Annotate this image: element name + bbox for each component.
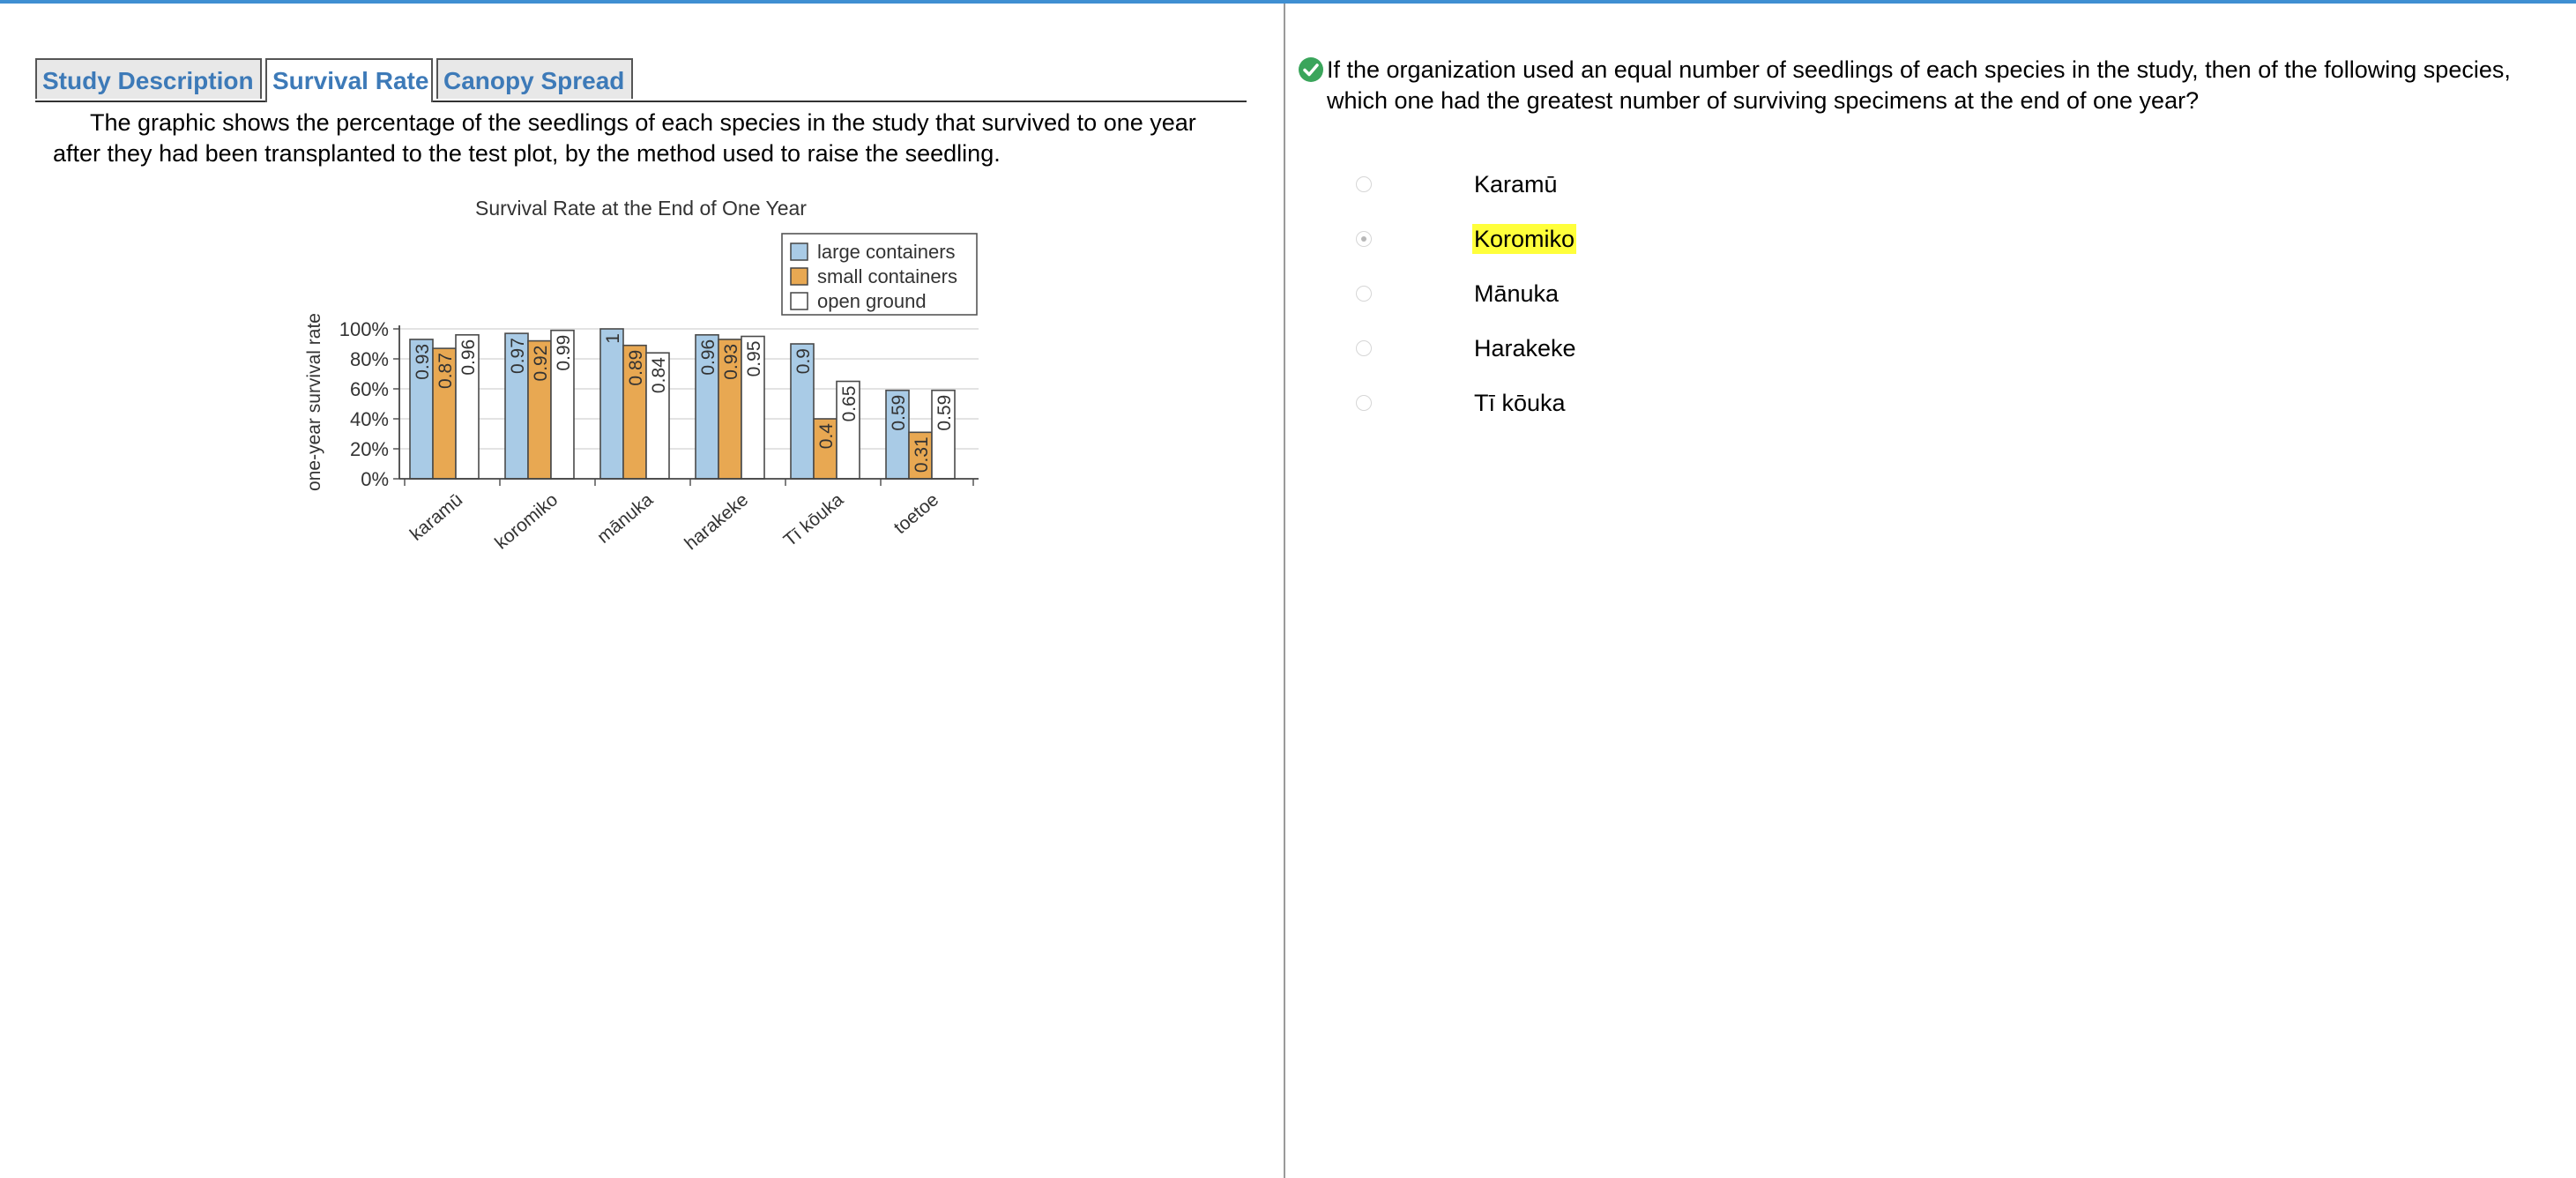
chart-y-tick-label: 80% — [349, 348, 389, 370]
chart-title: Survival Rate at the End of One Year — [475, 197, 807, 220]
chart-data-label: 0.87 — [436, 353, 456, 389]
chart-data-label: 0.93 — [721, 343, 741, 380]
chart-data-label: 0.59 — [934, 394, 955, 431]
answer-option-ti-kouka[interactable] — [1356, 386, 1709, 421]
survival-rate-chart — [300, 189, 1005, 568]
chart-x-tick-label: toetoe — [890, 489, 943, 539]
chart-y-axis-label: one-year survival rate — [304, 313, 324, 491]
radio-button-selected[interactable] — [1356, 231, 1372, 247]
chart-data-label: 0.95 — [744, 340, 764, 377]
chart-y-tick-label: 100% — [339, 318, 389, 340]
chart-y-tick-label: 20% — [349, 438, 389, 460]
chart-data-label: 0.92 — [531, 345, 551, 382]
chart-x-tick-label: koromiko — [491, 489, 562, 554]
answer-label: Harakeke — [1474, 335, 1576, 362]
radio-button[interactable] — [1356, 340, 1372, 356]
tab-strip — [35, 55, 1247, 102]
chart-bar — [600, 329, 623, 479]
answer-label: Tī kōuka — [1474, 390, 1566, 416]
chart-data-label: 0.97 — [508, 338, 528, 374]
chart-legend-label: large containers — [817, 241, 956, 263]
chart-data-label: 0.65 — [839, 385, 860, 422]
chart-data-label: 0.31 — [912, 436, 932, 473]
answer-option-koromiko[interactable] — [1356, 222, 1709, 257]
chart-legend-swatch — [791, 293, 808, 309]
tab-canopy-spread[interactable]: Canopy Spread — [436, 58, 633, 99]
tab-study-description[interactable]: Study Description — [35, 58, 262, 99]
question-pane — [1285, 4, 2576, 1178]
chart-data-label: 0.89 — [626, 349, 646, 386]
question-stem: If the organization used an equal number of seedlings of each species in the study, then of the following species, which one had the greatest number of surviving specimens at the end of one year? — [1327, 56, 2511, 114]
passage-text: The graphic shows the percentage of the seedlings of each species in the study that survived to one year after they had been transplanted to the test plot, by the method used to raise the seedling. — [53, 109, 1196, 167]
chart-bars — [410, 329, 955, 479]
chart-legend-label: open ground — [817, 290, 927, 312]
chart-data-label: 1 — [603, 333, 623, 344]
answer-option-manuka[interactable] — [1356, 277, 1709, 312]
answer-label-highlighted: Koromiko — [1474, 226, 1575, 252]
chart-y-tick-label: 60% — [349, 378, 389, 400]
chart-data-label: 0.59 — [889, 394, 909, 431]
chart-data-label: 0.4 — [816, 423, 837, 450]
tab-survival-rate[interactable]: Survival Rate — [265, 58, 433, 102]
chart-data-label: 0.93 — [413, 343, 433, 380]
check-circle-icon — [1298, 56, 1324, 83]
chart-y-tick-label: 40% — [349, 408, 389, 430]
chart-data-label: 0.96 — [458, 339, 479, 376]
chart-legend-swatch — [791, 243, 808, 260]
radio-button[interactable] — [1356, 286, 1372, 302]
chart-y-tick-label: 0% — [361, 468, 389, 490]
answer-label: Karamū — [1474, 171, 1558, 198]
chart-x-tick-label: harakeke — [681, 489, 753, 555]
chart-x-tick-label: karamū — [406, 489, 467, 545]
chart-x-tick-label: Tī kōuka — [779, 489, 848, 551]
chart-data-label: 0.9 — [793, 348, 814, 375]
answer-label: Mānuka — [1474, 280, 1560, 307]
chart-x-tick-label: mānuka — [593, 489, 658, 548]
answer-option-karamu[interactable] — [1356, 168, 1709, 203]
chart-data-label: 0.96 — [698, 339, 718, 376]
chart-legend-label: small containers — [817, 265, 957, 287]
chart-legend — [782, 234, 977, 315]
radio-button[interactable] — [1356, 176, 1372, 192]
radio-button[interactable] — [1356, 395, 1372, 411]
passage-pane — [0, 4, 1284, 1178]
chart-legend-swatch — [791, 268, 808, 285]
answer-option-harakeke[interactable] — [1356, 332, 1709, 367]
chart-data-label: 0.84 — [649, 357, 669, 394]
chart-data-label: 0.99 — [554, 334, 574, 371]
